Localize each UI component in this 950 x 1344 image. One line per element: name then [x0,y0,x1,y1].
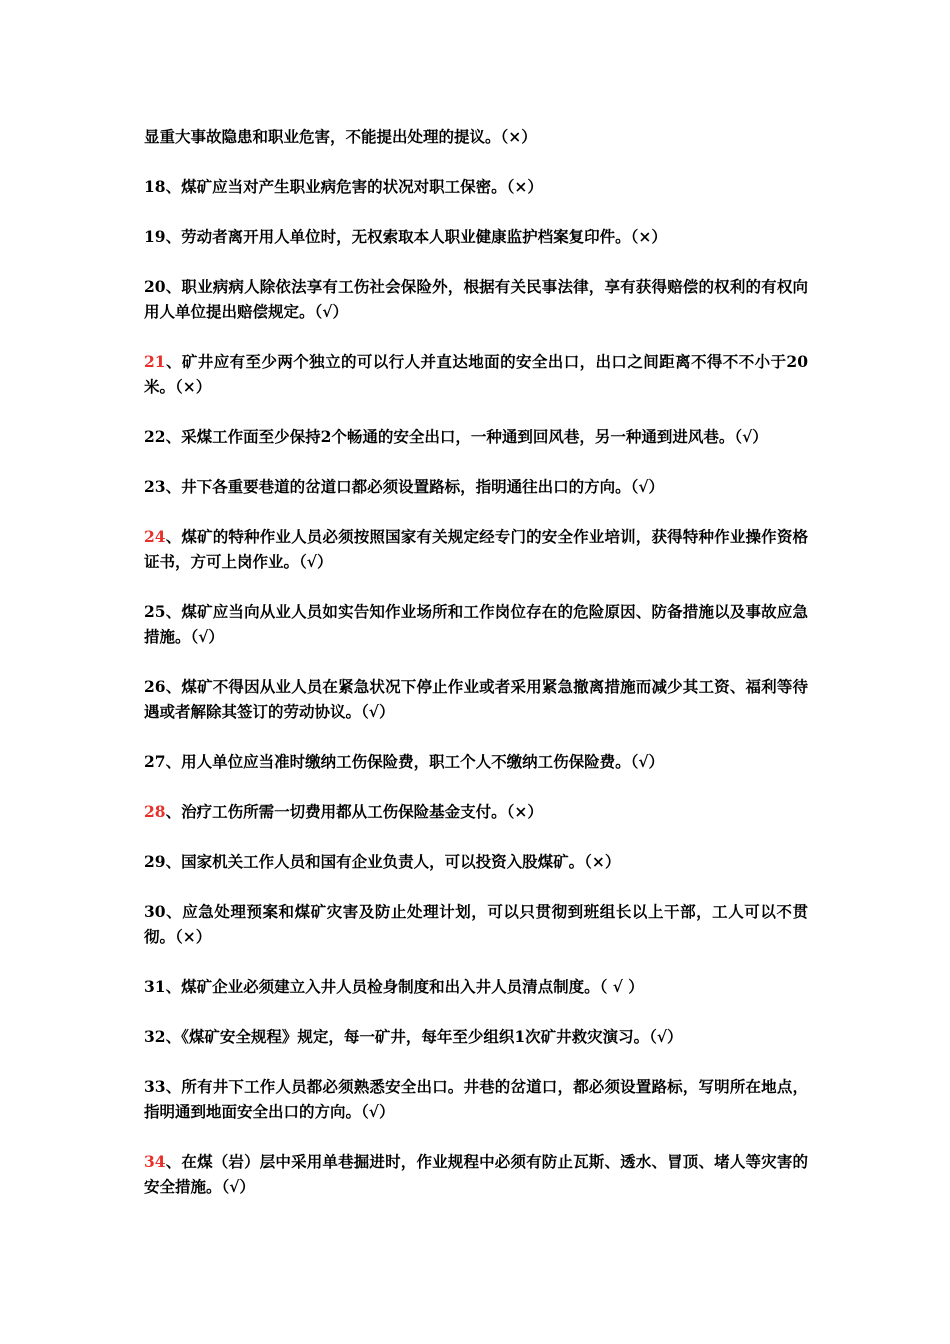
list-item [144,899,808,949]
list-item [144,224,808,249]
item-text: 、用人单位应当准时缴纳工伤保险费，职工个人不缴纳工伤保险费。（√） [165,752,665,771]
item-number: 29 [144,852,166,871]
item-text: 、《煤矿安全规程》规定，每一矿井，每年至少组织1次矿井救灾演习。（√） [165,1027,683,1046]
list-item [144,974,808,999]
item-text: 显重大事故隐患和职业危害，不能提出处理的提议。（×） [144,127,537,146]
item-number: 32 [144,1027,166,1046]
item-text: 、矿井应有至少两个独立的可以行人并直达地面的安全出口，出口之间距离不得不不小于20米。（×） [144,352,808,396]
list-item [144,349,808,399]
item-number: 34 [144,1152,166,1171]
item-text: 、采煤工作面至少保持2个畅通的安全出口，一种通到回风巷，另一种通到进风巷。（√） [165,427,768,446]
item-number: 25 [144,602,166,621]
item-number: 30 [144,902,166,921]
list-item [144,174,808,199]
item-number: 21 [144,352,166,371]
list-item [144,1024,808,1049]
item-number: 23 [144,477,166,496]
item-number: 33 [144,1077,166,1096]
item-text: 、煤矿不得因从业人员在紧急状况下停止作业或者采用紧急撤离措施而减少其工资、福利等待遇或者解除其签订的劳动协议。（√） [144,677,808,721]
list-item [144,274,808,324]
item-number: 27 [144,752,166,771]
list-item [144,474,808,499]
item-text: 、煤矿的特种作业人员必须按照国家有关规定经专门的安全作业培训，获得特种作业操作资格证书，方可上岗作业。（√） [144,527,808,571]
item-text: 、井下各重要巷道的岔道口都必须设置路标，指明通往出口的方向。（√） [165,477,665,496]
item-text: 、劳动者离开用人单位时，无权索取本人职业健康监护档案复印件。（×） [165,227,667,246]
list-item [144,424,808,449]
item-number: 20 [144,277,166,296]
item-text: 、职业病病人除依法享有工伤社会保险外，根据有关民事法律，享有获得赔偿的权利的有权向用人单位提出赔偿规定。（√） [144,277,808,321]
item-text: 、煤矿应当向从业人员如实告知作业场所和工作岗位存在的危险原因、防备措施以及事故应急措施。（√） [144,602,808,646]
item-text: 、应急处理预案和煤矿灾害及防止处理计划，可以只贯彻到班组长以上干部，工人可以不贯彻。（×） [144,902,808,946]
item-number: 31 [144,977,166,996]
item-text: 、所有井下工作人员都必须熟悉安全出口。井巷的岔道口，都必须设置路标，写明所在地点，指明通到地面安全出口的方向。（√） [144,1077,808,1121]
list-item [144,749,808,774]
item-text: 、国家机关工作人员和国有企业负责人，可以投资入股煤矿。（×） [165,852,621,871]
item-text: 、在煤（岩）层中采用单巷掘进时，作业规程中必须有防止瓦斯、透水、冒顶、堵人等灾害的安全措施。（√） [144,1152,808,1196]
item-text: 、煤矿应当对产生职业病危害的状况对职工保密。（×） [165,177,543,196]
list-item [144,124,808,149]
list-item [144,1149,808,1199]
list-item [144,1074,808,1124]
list-item [144,524,808,574]
list-item [144,799,808,824]
item-number: 19 [144,227,166,246]
list-item [144,674,808,724]
list-item [144,599,808,649]
item-text: 、治疗工伤所需一切费用都从工伤保险基金支付。（×） [165,802,543,821]
item-number: 28 [144,802,166,821]
list-item [144,849,808,874]
item-number: 26 [144,677,166,696]
item-number: 18 [144,177,166,196]
item-text: 、煤矿企业必须建立入井人员检身制度和出入井人员清点制度。（ √ ） [165,977,644,996]
item-number: 24 [144,527,166,546]
question-list [144,124,808,1224]
item-number: 22 [144,427,166,446]
